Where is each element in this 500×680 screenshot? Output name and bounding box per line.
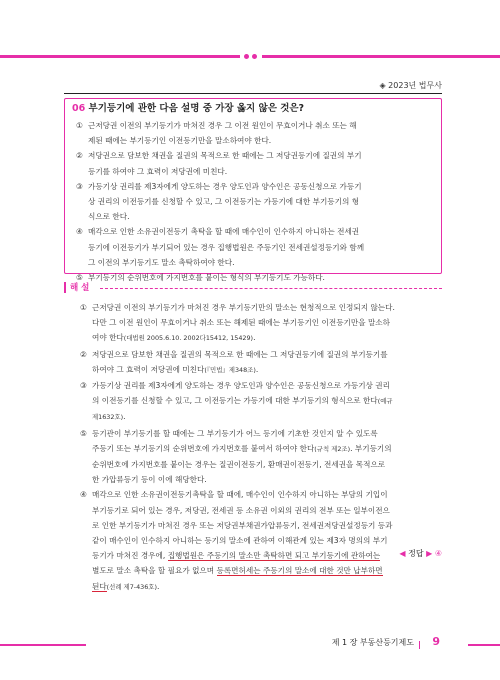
question-options xyxy=(76,118,436,285)
solution-number: ④ xyxy=(80,490,87,500)
option-line: 그 이전의 부기등기도 말소 촉탁하여야 한다. xyxy=(88,257,235,267)
option-line: 등기에 이전등기가 부기되어 있는 경우 집행법원은 주등기인 전세권설정등기와 함께 xyxy=(88,242,365,252)
option-line: 근저당권 이전의 부기등기가 마쳐진 경우 그 이전 원인이 무효이거나 취소 또는 해 xyxy=(88,121,357,130)
solution-segment: 같이 매수인이 인수하지 아니하는 등기의 말소에 관하여 이해관계 있는 제3자 명의의 부기 xyxy=(92,536,388,546)
solution-number: ① xyxy=(80,303,87,312)
solution-number: ② xyxy=(80,349,87,359)
option-number: ④ xyxy=(76,227,83,237)
option-item xyxy=(76,148,436,178)
solution-segment: . xyxy=(253,333,256,343)
option-number: ① xyxy=(76,121,83,130)
solution-segment: (규칙 제2조) xyxy=(314,444,351,453)
solution-line xyxy=(92,409,442,425)
solution-paragraph xyxy=(80,300,442,347)
solution-line xyxy=(92,441,442,457)
option-item xyxy=(76,179,436,225)
answer-value: ④ xyxy=(434,549,442,558)
option-item xyxy=(76,224,436,270)
solution-segment: 한 가압류등기 등이 이에 해당한다. xyxy=(92,475,207,485)
solution-line xyxy=(92,487,442,502)
solution-line xyxy=(92,579,442,595)
solution-paragraph xyxy=(80,426,442,488)
solution-segment: 등기관이 부기등기를 할 때에는 그 부기등기가 어느 등기에 기초한 것인지 알 수 있도록 xyxy=(92,428,378,438)
option-line: 가등기상 권리를 제3자에게 양도하는 경우 양도인과 양수인은 공동신청으로 가등기 xyxy=(88,181,362,191)
solution-line xyxy=(92,503,442,518)
solution-body xyxy=(80,300,442,595)
solution-line xyxy=(92,315,442,330)
top-dot xyxy=(252,54,257,59)
triangle-left-icon: ◀ xyxy=(399,549,406,558)
solution-segment: 부기등기로 되어 있는 경우, 저당권, 전세권 등 소유권 이외의 권리의 전부 또는 일부이전으 xyxy=(92,505,390,515)
option-line: 상 권리의 이전등기를 신청할 수 있고, 그 이전등기는 가등기에 대한 부기등기의 형 xyxy=(88,197,360,207)
question-title xyxy=(72,100,304,114)
solution-segment: 다만 그 이전 원인이 무효이거나 취소 또는 해제된 때에는 부기등기인 이전등기만을 말소하 xyxy=(92,318,390,328)
footer-separator xyxy=(419,641,420,649)
option-number: ③ xyxy=(76,181,83,191)
option-number: ⑤ xyxy=(76,273,83,283)
footer-line-right xyxy=(468,644,500,646)
solution-line xyxy=(92,426,442,441)
option-text xyxy=(88,148,436,178)
solution-segment: (대법원 2005.6.10. 2002다15412, 15429) xyxy=(123,334,254,343)
option-line: 제된 때에는 부기등기인 이전등기만을 말소하여야 한다. xyxy=(88,136,272,146)
solution-segment: . xyxy=(156,581,160,591)
solution-text xyxy=(92,426,442,488)
top-dot xyxy=(244,54,249,59)
question-text: 부기등기에 관한 다음 설명 중 가장 옳지 않은 것은? xyxy=(88,103,305,114)
solution-line xyxy=(92,330,442,346)
solution-segment: 주등기 또는 부기등기의 순위번호에 가지번호를 붙여서 하여야 한다 xyxy=(92,443,315,453)
top-decoration xyxy=(0,54,500,58)
solution-segment: 하여야 그 효력이 저당권에 미친다 xyxy=(92,364,205,374)
solution-line xyxy=(92,300,442,315)
option-item xyxy=(76,270,436,285)
option-text xyxy=(88,270,436,285)
option-item xyxy=(76,118,436,148)
top-line-right xyxy=(262,55,500,58)
option-line: 저당권으로 담보한 채권을 질권의 목적으로 한 때에는 그 저당권등기에 질권의 부기 xyxy=(88,151,362,161)
option-text xyxy=(88,224,436,270)
solution-line xyxy=(92,457,442,472)
solution-line xyxy=(92,472,442,487)
solution-text xyxy=(92,347,442,378)
solution-label: 해 설 xyxy=(70,283,90,293)
solution-segment: . xyxy=(255,364,259,374)
solution-line xyxy=(92,548,442,563)
underlined-text: 등록면허세는 주등기의 말소에 대한 것만 납부하면 xyxy=(216,566,383,576)
solution-segment: (선례 제7-436호) xyxy=(106,582,157,591)
solution-segment: (『민법』제348조) xyxy=(204,365,256,374)
answer-badge xyxy=(399,548,442,559)
solution-line xyxy=(92,563,442,578)
top-line-left xyxy=(0,55,240,58)
solution-text xyxy=(92,487,442,594)
solution-segment: (예규 xyxy=(377,397,393,406)
solution-segment: 의 이전등기를 신청할 수 있고, 그 이전등기는 가등기에 대한 부기등기의 형식으로 한다 xyxy=(92,396,378,406)
solution-line xyxy=(92,378,442,393)
solution-segment: 순위번호에 가지번호를 붙이는 경우는 질권이전등기, 환매권이전등기, 전세권을 목적으로 xyxy=(92,460,386,470)
page-footer xyxy=(0,637,500,651)
option-line: 등기를 하여야 그 효력이 저당권에 미친다. xyxy=(88,166,228,176)
option-line: 매각으로 인한 소유권이전등기 촉탁을 할 때에 매수인이 인수하지 아니하는 전세권 xyxy=(88,227,360,237)
question-number: 06 xyxy=(72,103,86,114)
footer-line-left xyxy=(0,644,86,646)
solution-marker xyxy=(64,282,66,293)
solution-divider xyxy=(100,288,442,289)
solution-segment: 등기가 마쳐진 경우에, xyxy=(92,551,168,561)
underlined-text: 집행법원은 주등기의 말소만 촉탁하면 되고 부기등기에 관하여는 xyxy=(167,551,381,561)
solution-line xyxy=(92,393,442,409)
option-text xyxy=(88,118,436,148)
solution-paragraph xyxy=(80,487,442,594)
solution-text xyxy=(92,300,442,347)
solution-line xyxy=(92,518,442,533)
solution-number: ③ xyxy=(80,381,87,391)
exam-tag: ◈ 2023년 법무사 xyxy=(379,81,442,90)
solution-segment: 로 인한 부기등기가 마쳐진 경우 또는 저당권부채권가압류등기, 전세권저당권설정등기 등과 xyxy=(92,520,393,530)
solution-segment: 근저당권 이전의 부기등기가 마쳐진 경우 부기등기만의 말소는 현청적으로 인정되지 않는다. xyxy=(92,303,395,312)
solution-segment: 매각으로 인한 소유권이전등기촉탁을 할 때에, 매수인이 인수하지 아니하는 부담의 기입이 xyxy=(92,490,388,500)
solution-paragraph xyxy=(80,347,442,378)
chapter-title: 제 1 장 부동산등기제도 xyxy=(331,638,414,647)
solution-segment: 제1632호) xyxy=(92,413,124,422)
option-line: 부기등기의 순위번호에 가지번호를 붙이는 형식의 부기등기도 가능하다. xyxy=(88,273,325,283)
option-number: ② xyxy=(76,151,83,161)
triangle-right-icon: ▶ xyxy=(426,549,433,558)
solution-segment: . xyxy=(123,412,126,422)
solution-number: ⑤ xyxy=(80,428,87,438)
header-rule xyxy=(64,93,442,94)
solution-segment: 여야 한다 xyxy=(92,333,124,343)
solution-text xyxy=(92,378,442,426)
page-number: 9 xyxy=(432,635,440,648)
solution-segment: . 부기등기의 xyxy=(350,443,392,453)
solution-line xyxy=(92,347,442,362)
solution-segment: 된다 xyxy=(92,581,107,591)
solution-line xyxy=(92,533,442,548)
option-line: 식으로 한다. xyxy=(88,212,130,222)
solution-line xyxy=(92,362,442,378)
solution-paragraph xyxy=(80,378,442,426)
solution-segment: 별도로 말소 촉탁을 할 필요가 없으며 xyxy=(92,566,217,576)
solution-segment: 저당권으로 담보한 채권을 질권의 목적으로 한 때에는 그 저당권등기에 질권의 부기등기를 xyxy=(92,349,388,359)
answer-label: 정답 xyxy=(408,549,424,558)
solution-segment: 가등기상 권리를 제3자에게 양도하는 경우 양도인과 양수인은 공동신청으로 가등기상 권리 xyxy=(92,381,390,391)
option-text xyxy=(88,179,436,225)
